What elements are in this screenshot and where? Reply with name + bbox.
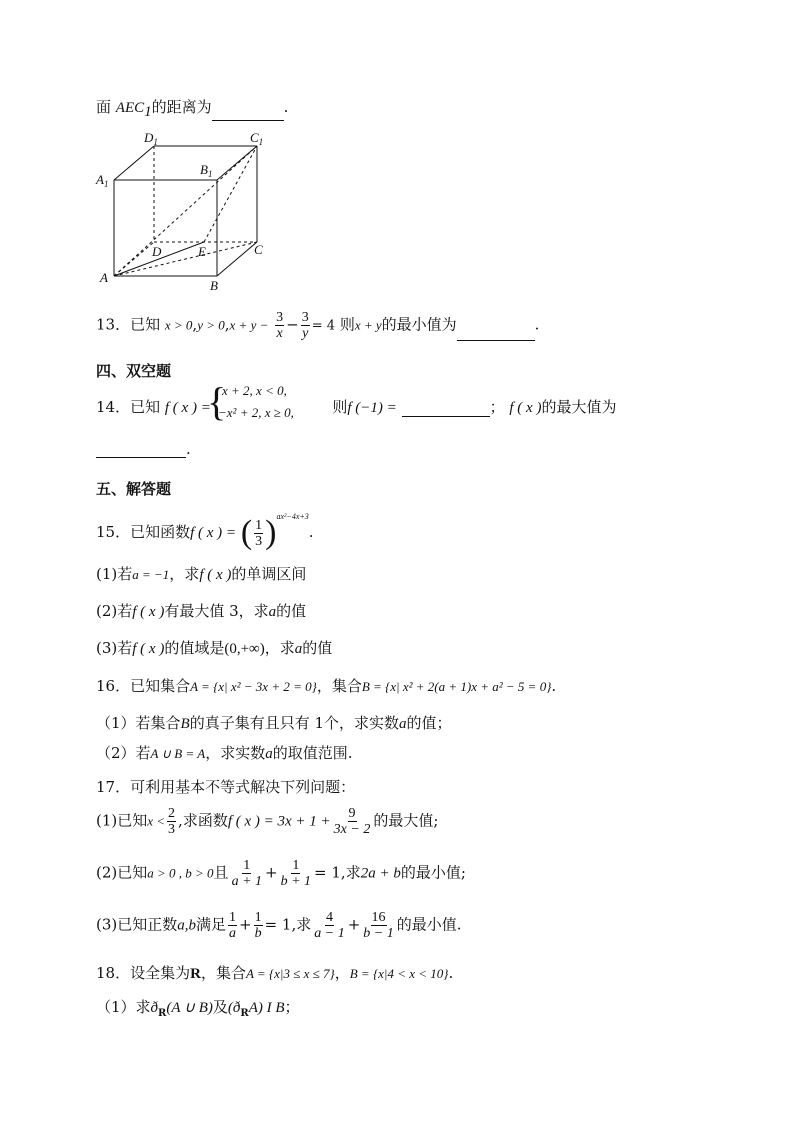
- section-5-title: 五、解答题: [96, 480, 172, 498]
- q13-frac1: $\frac{3}{x}$: [276, 310, 284, 341]
- q13-comma2: ,: [224, 315, 230, 334]
- q14-tail: 的最大值为: [541, 398, 617, 416]
- q14-case1: x + 2, x < 0,: [222, 383, 287, 398]
- answer-blank[interactable]: [457, 326, 535, 341]
- q16-p1: （1）若集合B的真子集有且只有 1个，求实数a的值；: [96, 714, 452, 732]
- q15-exp: ax²−4x+3: [276, 512, 309, 521]
- answer-blank-2[interactable]: [96, 443, 186, 458]
- q14-blank-line: .: [96, 440, 191, 458]
- q15-p1: (1)若a = −1，求f ( x )的单调区间: [96, 565, 307, 583]
- q14-mid: 则: [332, 398, 348, 416]
- q13-c3: x + y −: [229, 317, 269, 333]
- section-4-title: 四、双空题: [96, 362, 172, 380]
- q14-f1: f (−1) =: [347, 400, 397, 416]
- q17-p2: (2)已知a > 0 , b > 0且 $\frac{1}{a + 1}$ + $\frac{1}{b + 1}$ = 1,求2a + b的最小值;: [96, 858, 466, 889]
- q14-fx: f ( x ) =: [164, 400, 211, 416]
- q12-prefix: 面: [96, 98, 112, 116]
- q12-math: AEC: [115, 100, 145, 116]
- q13-frac2: $\frac{3}{y}$: [301, 310, 309, 341]
- q12-suffix: 的距离为: [151, 98, 212, 116]
- cube-label-b1: $B_1$: [200, 162, 213, 179]
- q18-line: 18．设全集为R，集合A = {x|3 ≤ x ≤ 7}，B = {x|4 < x < 10}.: [96, 964, 454, 982]
- q13-target: x + y: [354, 317, 382, 333]
- q15-line: 15．已知函数f ( x ) = ( $\frac{1}{3}$ )$^{ax^2-4x+3}$.: [96, 512, 314, 551]
- q17-p1: (1)已知x < $\frac{2}{3}$ ,求函数f ( x ) = 3x + 1 + $\frac{9}{3x - 2}$ 的最大值;: [96, 806, 439, 837]
- cube-label-c1: $C_1$: [250, 130, 264, 147]
- q15-fx: f ( x ) =: [190, 525, 237, 541]
- q14-brace: {: [207, 379, 227, 424]
- answer-blank-1[interactable]: [402, 402, 490, 417]
- q14-line: [96, 396, 616, 417]
- q16-setA: A = {x| x² − 3x + 2 = 0}: [190, 679, 317, 694]
- cube-label-a: A: [100, 270, 108, 285]
- q17-p3: (3)已知正数a,b满足 $\frac{1}{a}$ + $\frac{1}{b}$ = 1,求 $\frac{4}{a - 1}$ + $\frac{16}{b - 1}$ 的最小值.: [96, 910, 462, 941]
- q17-line: 17．可利用基本不等式解决下列问题：: [96, 778, 356, 796]
- q15-p2: (2)若f ( x )有最大值 3，求a的值: [96, 602, 307, 620]
- q13-c1: x > 0: [164, 317, 193, 333]
- cube-label-d: D: [152, 244, 162, 259]
- q15-p3: (3)若f ( x )的值域是(0,+∞)，求a的值: [96, 639, 333, 657]
- q13-tail: 的最小值为: [381, 315, 457, 334]
- q13-num: 13．已知: [96, 315, 161, 334]
- cube-figure: [92, 128, 282, 293]
- q12-tail: [96, 96, 288, 121]
- q13-mid: 则: [339, 315, 355, 334]
- q13-comma1: ,: [192, 315, 198, 334]
- q14-case2: −x² + 2, x ≥ 0,: [218, 405, 294, 420]
- q15-base: $\frac{1}{3}$: [255, 517, 263, 549]
- q13-c2: y > 0: [197, 317, 225, 333]
- q18-p1: （1）求$ð_R(A$ ∪ B)及$(ð_RA)$ I B；: [96, 998, 300, 1019]
- q16-line: 16．已知集合A = {x| x² − 3x + 2 = 0}，集合B = {x| x² + 2(a + 1)x + a² − 5 = 0}.: [96, 677, 557, 695]
- cube-label-c: C: [254, 242, 263, 257]
- q16-setB: B = {x| x² + 2(a + 1)x + a² − 5 = 0}: [361, 679, 552, 694]
- cube-label-b: B: [210, 278, 218, 293]
- q15-num: 15．已知函数: [96, 523, 191, 541]
- answer-blank[interactable]: [212, 106, 284, 121]
- cube-label-e: E: [198, 244, 206, 259]
- q14-fx2: f ( x ): [509, 400, 542, 416]
- cube-label-a1: $A_1$: [96, 172, 109, 189]
- cube-label-d1: $D_1$: [144, 130, 158, 147]
- q13-line: 13．已知 x > 0,y > 0,x + y − $\frac{3}{x}$ − $\frac{3}{y}$ = 4 则x + y的最小值为 .: [96, 310, 540, 341]
- q14-num: 14．已知: [96, 398, 161, 416]
- q14-sep: ；: [489, 398, 505, 416]
- q16-p2: （2）若A ∪ B = A，求实数a的取值范围.: [96, 744, 353, 762]
- q12-end: .: [283, 98, 289, 116]
- q12-sub: 1: [144, 104, 152, 120]
- q13-eq: = 4: [311, 318, 336, 334]
